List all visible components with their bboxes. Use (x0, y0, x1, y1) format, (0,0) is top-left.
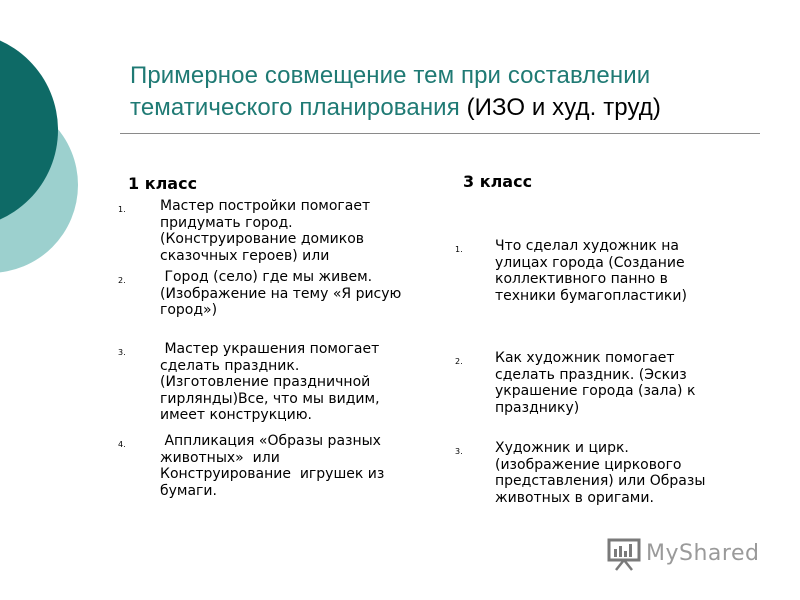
decorative-circles (0, 0, 110, 320)
dark-teal-circle (0, 32, 58, 228)
left-item-3: Мастер украшения помогает сделать праздник. (Изготовление праздничной гирлянды)Все, что мы видим, имеет конструкцию. (160, 341, 384, 423)
right-item-3-number: 3. (455, 447, 463, 456)
logo-text: MyShared (646, 541, 760, 566)
right-item-1: Что сделал художник на улицах города (Создание коллективного панно в техники бумагопластики) (495, 238, 687, 304)
presentation-board-icon (606, 537, 642, 571)
left-item-3-number: 3. (118, 348, 126, 357)
title-suffix: (ИЗО и худ. труд) (466, 94, 661, 121)
left-item-1-number: 1. (118, 205, 126, 214)
right-item-2-number: 2. (455, 357, 463, 366)
left-item-4-number: 4. (118, 440, 126, 449)
left-item-2: Город (село) где мы живем. (Изображение на тему «Я рисую город») (160, 269, 406, 318)
right-item-3: Художник и цирк. (изображение циркового представления) или Образы животных в оригами. (495, 440, 706, 506)
right-item-2: Как художник помогает сделать праздник. (Эскиз украшение города (зала) к празднику) (495, 350, 696, 416)
left-column-heading: 1 класс (128, 174, 198, 193)
left-item-1: Мастер постройки помогает придумать город. (Конструирование домиков сказочных героев) или (160, 198, 371, 264)
left-item-2-number: 2. (118, 276, 126, 285)
right-item-1-number: 1. (455, 245, 463, 254)
right-column-heading: 3 класс (463, 172, 533, 191)
slide-title (130, 60, 770, 124)
title-main: Примерное совмещение тем при составлении тематического планирования (130, 62, 651, 121)
left-item-4: Аппликация «Образы разных животных» или Конструирование игрушек из бумаги. (160, 433, 389, 499)
myshared-logo (606, 537, 766, 573)
title-divider (120, 133, 760, 134)
light-teal-circle (0, 97, 78, 273)
